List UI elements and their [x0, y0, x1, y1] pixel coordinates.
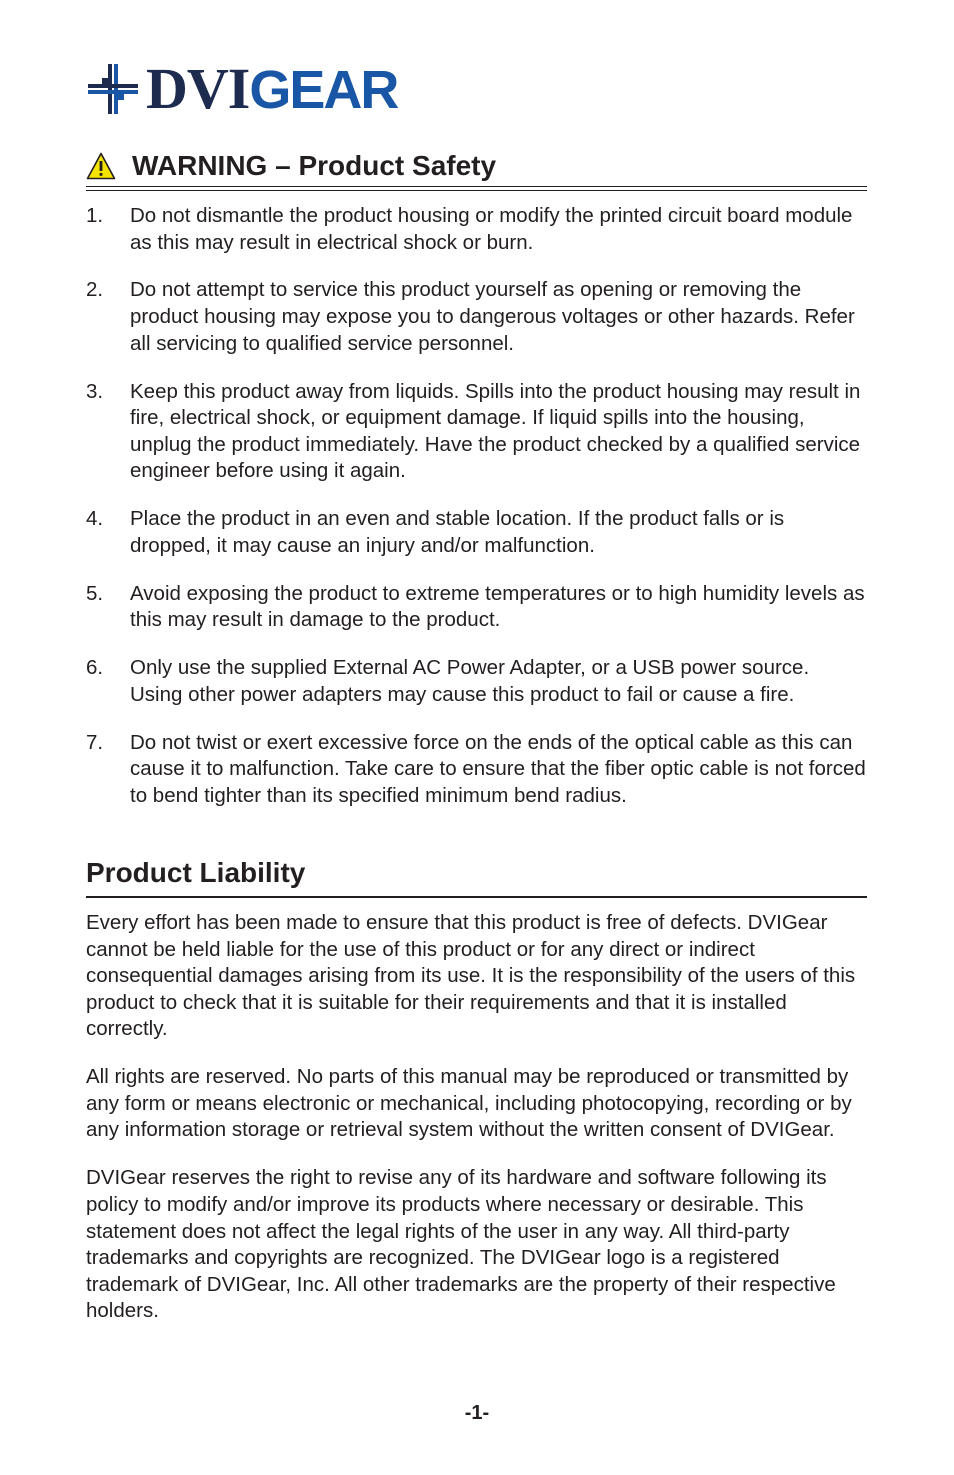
list-item — [86, 506, 867, 559]
dvigear-cross-logo-icon — [86, 62, 140, 116]
list-item-text: Do not twist or exert excessive force on the ends of the optical cable as this can cause it to malfunction. Take care to ensure that the fiber optic cable is not forced to bend tighter than its specified minimum bend radius. — [130, 730, 866, 807]
list-item — [86, 277, 867, 357]
list-item-number: 3. — [86, 379, 104, 403]
list-item-text: Avoid exposing the product to extreme temperatures or to high humidity levels as this may result in damage to the product. — [130, 581, 865, 632]
list-item-number: 4. — [86, 507, 104, 531]
liability-paragraph: Every effort has been made to ensure that this product is free of defects. DVIGear cannot be held liable for the use of this product or for any direct or indirect consequential damages arising from its use. It is the responsibility of the users of this product to check that it is suitable for their requirements and that it is installed correctly. — [86, 911, 856, 1041]
logo-text-dvi: DVI — [146, 55, 250, 121]
logo-text-gear: GEAR — [249, 59, 398, 120]
list-item — [86, 203, 867, 256]
list-item-text: Do not attempt to service this product yourself as opening or removing the product housing may expose you to dangerous voltages or other hazards. Refer all servicing to qualified service personnel. — [130, 278, 855, 355]
warning-heading-title: WARNING – Product Safety — [132, 150, 497, 181]
dvigear-logo — [86, 55, 398, 121]
list-item-text: Only use the supplied External AC Power Adapter, or a USB power source. Using other power adapters may cause this product to fail or cause a fire. — [130, 656, 810, 706]
liability-body — [86, 910, 867, 1346]
liability-heading-title: Product Liability — [86, 857, 306, 888]
liability-paragraph: All rights are reserved. No parts of this manual may be reproduced or transmitted by any form or means electronic or mechanical, including photocopying, recording or by any information storage or retrieval system without the written consent of DVIGear. — [86, 1065, 852, 1142]
list-item-number: 7. — [86, 730, 104, 754]
list-item-number: 1. — [86, 204, 104, 227]
list-item — [86, 581, 867, 634]
list-item — [86, 730, 867, 810]
list-item-number: 2. — [86, 278, 104, 302]
list-item-number: 5. — [86, 581, 104, 605]
liability-heading — [86, 857, 867, 889]
liability-heading-rule — [86, 896, 867, 898]
liability-paragraph: DVIGear reserves the right to revise any of its hardware and software following its policy to modify and/or improve its products where necessary or desirable. This statement does not affect the legal rights of the user in any way. All third-party trademarks and copyrights are recognized. The DVIGear logo is a registered trademark of DVIGear, Inc. All other trademarks are the property of their respective holders. — [86, 1166, 836, 1323]
logo-wordmark — [146, 55, 398, 121]
list-item-text: Place the product in an even and stable location. If the product falls or is dropped, it may cause an injury and/or malfunction. — [130, 507, 785, 557]
list-item — [86, 655, 867, 708]
safety-warning-list — [86, 203, 867, 831]
list-item-number: 6. — [86, 656, 104, 680]
warning-heading — [86, 150, 867, 182]
warning-triangle-icon — [86, 152, 116, 180]
page-number: -1- — [464, 1402, 490, 1424]
list-item-text: Keep this product away from liquids. Spills into the product housing may result in fire, electrical shock, or equipment damage. If liquid spills into the housing, unplug the product immediately. Have the product checked by a qualified service engineer before using it again. — [130, 379, 861, 483]
list-item — [86, 379, 867, 485]
list-item-text: Do not dismantle the product housing or modify the printed circuit board module as this may result in electrical shock or burn. — [130, 204, 853, 254]
warning-heading-rule — [86, 186, 867, 191]
